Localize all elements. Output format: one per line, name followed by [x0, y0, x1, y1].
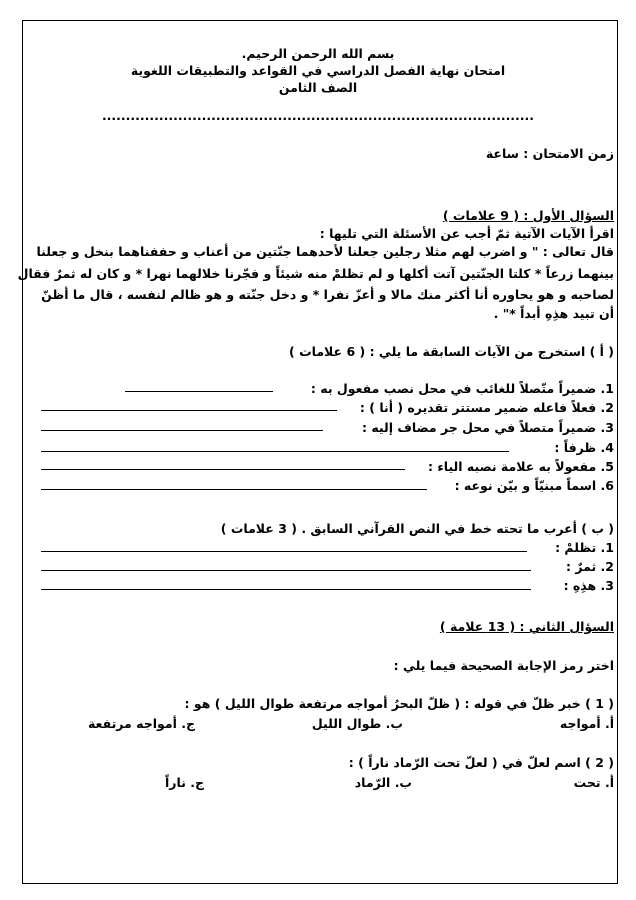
answer-line[interactable]: [41, 451, 509, 452]
answer-line[interactable]: [125, 391, 273, 392]
answer-line[interactable]: [41, 410, 337, 411]
part-a-item: 3. ضميراً متصلاً في محل جر مضاف إليه :: [362, 420, 614, 435]
q2-title: السؤال الثاني : ( 13 علامة ): [439, 619, 614, 634]
passage-line: قال تعالى : " و اضرب لهم مثلا رجلين جعلنا لأحدهما جنّتين من أعناب و حففناهما بنخل و جعلنا: [36, 244, 614, 259]
passage-line: بينهما زرعاً * كلتا الجنّتين آتت أكلها و لم تظلمْ منه شيئاً و فجّرنا خلالهما نهرا * و كان له ثمرٌ فقال: [17, 266, 614, 281]
q1-instruction: اقرأ الآيات الآتية ثمّ أجب عن الأسئلة التي تليها :: [319, 226, 614, 241]
answer-line[interactable]: [41, 570, 531, 571]
exam-time: زمن الامتحان : ساعة: [485, 146, 614, 161]
mcq-stem: ( 2 ) اسم لعلّ في ( لعلّ تحت الرّماد ناراً ) :: [348, 755, 614, 770]
part-a-title: ( أ ) استخرج من الآيات السابقة ما يلي : ( 6 علامات ): [289, 344, 614, 359]
passage-line: أن تبيد هذِهِ أبداً *" .: [493, 306, 614, 321]
answer-line[interactable]: [41, 589, 531, 590]
basmala: بسم الله الرحمن الرحيم.: [241, 46, 395, 61]
exam-title: امتحان نهاية الفصل الدراسي في القواعد والتطبيقات اللغوية: [130, 63, 506, 78]
mcq-option[interactable]: ج. ناراً: [165, 775, 204, 790]
part-a-item: 4. ظرفاً :: [554, 440, 614, 455]
part-a-item: 5. مفعولاً به علامة نصبه الياء :: [428, 459, 614, 474]
part-b-item: 2. ثمرٌ :: [565, 559, 614, 574]
mcq-option[interactable]: ج. أمواجه مرتفعة: [87, 716, 195, 731]
mcq-option[interactable]: ب. الرّماد: [354, 775, 412, 790]
q1-title: السؤال الأول : ( 9 علامات ): [442, 208, 614, 223]
mcq-stem: ( 1 ) خبر ظلّ في قوله : ( ظلّ البحرُ أمواجه مرتفعة طوال الليل ) هو :: [184, 696, 614, 711]
part-a-item: 6. اسماً مبنيّاً و بيّن نوعه :: [454, 478, 614, 493]
answer-line[interactable]: [41, 469, 405, 470]
grade-label: الصف الثامن: [278, 80, 358, 95]
part-b-item: 1. تظلمْ :: [555, 540, 614, 555]
mcq-option[interactable]: ب. طوال الليل: [311, 716, 403, 731]
mcq-option[interactable]: أ. تحت: [573, 775, 614, 790]
passage-line: لصاحبه و هو يحاوره أنا أكثر منك مالا و أعزّ نفرا * و دخل جنّته و هو ظالم لنفسه ، قال ما أظنّ: [41, 287, 614, 302]
answer-line[interactable]: [41, 430, 323, 431]
separator-dotted-line: ...........................................................................................: [101, 108, 535, 123]
part-b-title: ( ب ) أعرب ما تحته خط في النص القرآني السابق . ( 3 علامات ): [220, 521, 614, 536]
answer-line[interactable]: [41, 489, 427, 490]
mcq-option[interactable]: أ. أمواجه: [559, 716, 614, 731]
part-a-item: 1. ضميراً متّصلاً للغائب في محل نصب مفعول به :: [310, 381, 614, 396]
part-b-item: 3. هذِهِ :: [563, 578, 614, 593]
q2-instruction: اختر رمز الإجابة الصحيحة فيما يلي :: [393, 658, 614, 673]
part-a-item: 2. فعلاً فاعله ضمير مستتر تقديره ( أنا ) :: [359, 400, 614, 415]
answer-line[interactable]: [41, 551, 527, 552]
